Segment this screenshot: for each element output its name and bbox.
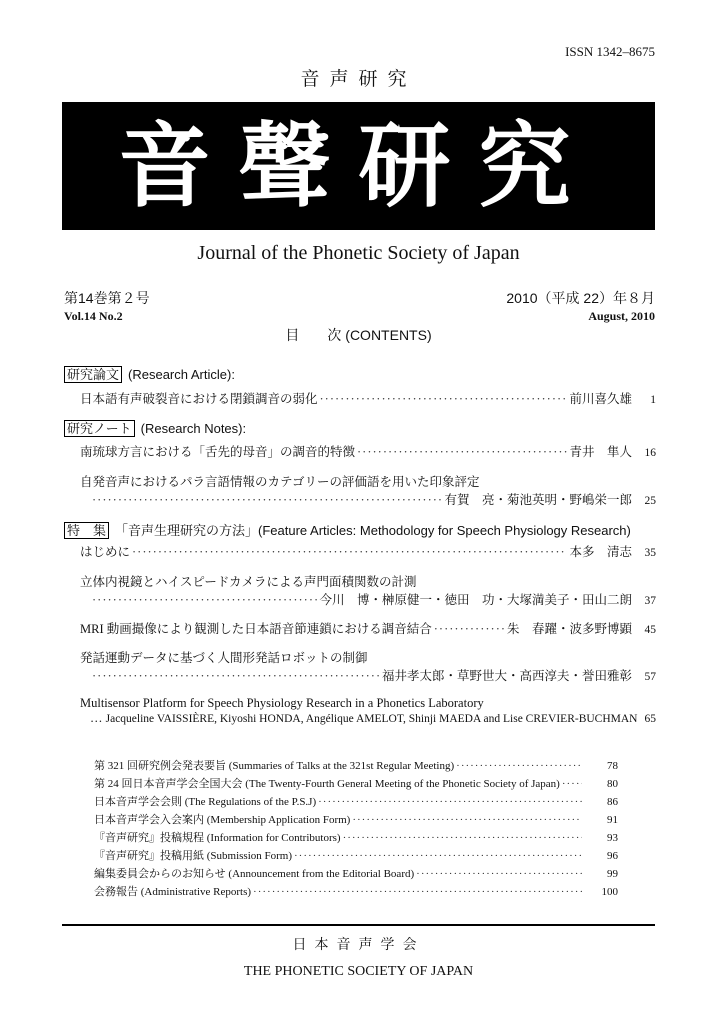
toc-authors: 本多 清志 <box>569 545 632 559</box>
section-feature <box>64 520 631 539</box>
toc-entry[interactable] <box>80 619 656 637</box>
section-label: 「音声生理研究の方法」(Feature Articles: Methodology for Speech Physiology Research) <box>115 523 631 538</box>
misc-page: 91 <box>607 814 618 826</box>
misc-entry[interactable] <box>94 775 618 791</box>
toc-entry[interactable] <box>80 648 656 684</box>
misc-page: 93 <box>607 832 618 844</box>
toc-page: 35 <box>644 547 656 559</box>
toc-title: 日本語有声破裂音における閉鎖調音の弱化 <box>80 392 318 406</box>
section-box: 特 集 <box>64 522 109 539</box>
toc-authors: 青井 隼人 <box>569 445 632 459</box>
toc-page: 37 <box>644 595 656 607</box>
toc-page: 65 <box>644 713 656 725</box>
toc-entry[interactable] <box>80 696 656 726</box>
toc-title: 南琉球方言における「舌先的母音」の調音的特徴 <box>80 445 356 459</box>
footer-divider <box>62 924 655 926</box>
toc-page: 45 <box>644 624 656 636</box>
toc-entry[interactable] <box>80 542 656 560</box>
issn-number: ISSN 1342–8675 <box>565 44 655 59</box>
toc-authors: 福井孝太郎・草野世大・高西淳夫・誉田雅彰 <box>381 669 632 683</box>
misc-page: 86 <box>607 796 618 808</box>
toc-title: Multisensor Platform for Speech Physiology Research in a Phonetics Laboratory <box>80 696 484 710</box>
toc-title: 発話運動データに基づく人間形発話ロボットの制御 <box>80 651 368 665</box>
toc-page: 57 <box>644 671 656 683</box>
misc-page: 78 <box>607 760 618 772</box>
section-research-notes <box>64 420 246 437</box>
misc-entry[interactable] <box>94 865 618 881</box>
misc-text: 日本音声学会入会案内 (Membership Application Form) <box>94 814 351 826</box>
misc-text: 第 24 回日本音声学会全国大会 (The Twenty-Fourth General Meeting of the Phonetic Society of Japan) <box>94 778 560 790</box>
misc-text: 『音声研究』投稿規程 (Information for Contributors) <box>94 832 341 844</box>
toc-title: 立体内視鏡とハイスピードカメラによる声門面積関数の計測 <box>80 575 417 589</box>
toc-authors: 今川 博・榊原健一・徳田 功・大塚満美子・田山二朗 <box>319 593 632 607</box>
misc-text: 編集委員会からのお知らせ (Announcement from the Editorial Board) <box>94 868 415 880</box>
journal-title-banner: 音聲研究 <box>118 112 599 220</box>
misc-page: 99 <box>607 868 618 880</box>
volume-jp: 第14巻第２号 <box>64 290 150 306</box>
contents-heading: 目 次 (CONTENTS) <box>285 327 432 343</box>
misc-text: 『音声研究』投稿用紙 (Submission Form) <box>94 850 293 862</box>
section-box: 研究論文 <box>64 366 122 383</box>
date-jp: 2010（平成 22）年８月 <box>506 290 655 306</box>
misc-entry[interactable] <box>94 829 618 845</box>
toc-title: 自発音声におけるパラ言語情報のカテゴリーの評価語を用いた印象評定 <box>80 475 480 489</box>
society-name-en: THE PHONETIC SOCIETY OF JAPAN <box>243 964 474 979</box>
toc-page: 16 <box>644 447 656 459</box>
toc-title: MRI 動画撮像により観測した日本語音節連鎖における調音結合 <box>80 622 432 636</box>
misc-page: 100 <box>601 886 618 898</box>
toc-page: 1 <box>650 394 656 406</box>
title-banner <box>62 102 655 230</box>
journal-title-jp-small: 音声研究 <box>300 69 417 90</box>
section-research-article <box>64 366 235 383</box>
misc-entry[interactable] <box>94 883 618 899</box>
volume-en: Vol.14 No.2 <box>64 309 123 323</box>
ellipsis: … <box>90 711 106 725</box>
misc-entry[interactable] <box>94 811 618 827</box>
toc-authors: Jacqueline VAISSIÈRE, Kiyoshi HONDA, Angélique AMELOT, Shinji MAEDA and Lise CREVIER-BUCHMAN <box>105 713 638 725</box>
misc-entry[interactable] <box>94 757 618 773</box>
toc-entry[interactable] <box>80 389 656 407</box>
misc-text: 日本音声学会会則 (The Regulations of the P.S.J) <box>94 796 317 808</box>
toc-authors: 朱 春躍・波多野博顕 <box>506 622 632 636</box>
toc-authors: 前川喜久雄 <box>569 392 632 406</box>
misc-page: 96 <box>607 850 618 862</box>
toc-entry[interactable] <box>80 472 656 508</box>
toc-authors: 有賀 亮・菊池英明・野嶋栄一郎 <box>444 493 632 507</box>
section-label: (Research Notes): <box>140 421 247 436</box>
misc-text: 第 321 回研究例会発表要旨 (Summaries of Talks at the 321st Regular Meeting) <box>94 760 455 772</box>
society-name-jp: 日本音声学会 <box>292 936 425 952</box>
misc-text: 会務報告 (Administrative Reports) <box>94 886 252 898</box>
toc-page: 25 <box>644 495 656 507</box>
misc-entry[interactable] <box>94 847 618 863</box>
section-box: 研究ノート <box>64 420 135 437</box>
toc-title: はじめに <box>80 545 131 559</box>
toc-entry[interactable] <box>80 572 656 608</box>
section-label: (Research Article): <box>128 367 235 382</box>
misc-entry[interactable] <box>94 793 618 809</box>
journal-title-en: Journal of the Phonetic Society of Japan <box>197 242 520 264</box>
misc-page: 80 <box>607 778 618 790</box>
date-en: August, 2010 <box>588 309 655 323</box>
toc-entry[interactable] <box>80 442 656 460</box>
